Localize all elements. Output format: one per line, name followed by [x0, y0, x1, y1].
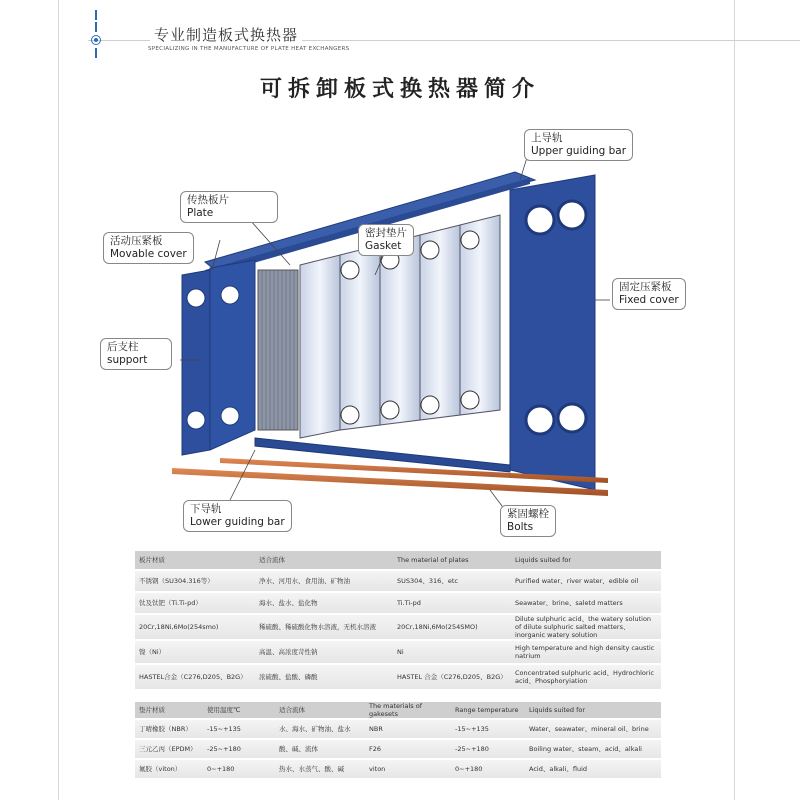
table-cell: Acid、alkali、fluid: [525, 760, 661, 778]
table-cell: 热水、水蒸气、酸、碱: [275, 760, 365, 778]
header-dash-mid: [95, 22, 97, 32]
table-cell: Water、seawater、mineral oil、brine: [525, 720, 661, 738]
table-cell: High temperature and high density caustic natrium: [511, 641, 661, 663]
label-movable-cover-cn: 活动压紧板: [110, 235, 163, 247]
bullet-icon: [91, 35, 101, 45]
table-header: The materials of gakesets: [365, 702, 451, 718]
table-cell: 镍（Ni）: [135, 641, 255, 663]
table-header-row: [135, 702, 661, 718]
label-support-en: support: [107, 354, 148, 366]
table-cell: SUS304、316、etc: [393, 571, 511, 591]
label-upper-guiding-bar-cn: 上导轨: [531, 132, 563, 144]
label-plate-cn: 传热板片: [187, 194, 229, 206]
table-cell: Seawater、brine、saletd matters: [511, 593, 661, 613]
table-cell: 0~+180: [451, 760, 525, 778]
table-cell: 水、海水、矿物油、盐水: [275, 720, 365, 738]
table-cell: 浓硫酸、盐酸、磷酸: [255, 665, 393, 689]
table-row: [135, 760, 661, 778]
table-row: [135, 615, 661, 639]
plate-material-table: [135, 551, 661, 689]
callout-lower-guiding-bar: [183, 500, 292, 532]
label-support-cn: 后支柱: [107, 341, 139, 353]
brand-subtitle: SPECIALIZING IN THE MANUFACTURE OF PLATE HEAT EXCHANGERS: [148, 46, 350, 52]
callout-plate: [180, 191, 278, 223]
table-cell: Boiling water、steam、acid、alkali: [525, 740, 661, 758]
table-row: [135, 641, 661, 663]
table-cell: 高温、高浓度苛性钠: [255, 641, 393, 663]
table-cell: F26: [365, 740, 451, 758]
table-cell: 稀硫酸、稀硫酸化物水溶液，无机水溶液: [255, 615, 393, 639]
callout-fixed-cover: [612, 278, 686, 310]
table-cell: 20Cr,18Ni,6Mo(254smo): [135, 615, 255, 639]
table-cell: Dilute sulphuric acid、the watery solution of dilute sulphuric salted matters、inorganic watery solution: [511, 615, 661, 639]
left-border-line: [58, 0, 59, 800]
table-header: 适合流体: [275, 702, 365, 718]
heat-exchanger-diagram: [90, 120, 720, 540]
table-row: [135, 740, 661, 758]
table-row: [135, 593, 661, 613]
table-cell: -25~+180: [451, 740, 525, 758]
table-cell: 氟胶（viton）: [135, 760, 203, 778]
right-border-line: [734, 0, 735, 800]
table-cell: -15~+135: [203, 720, 275, 738]
label-fixed-cover-cn: 固定压紧板: [619, 281, 672, 293]
table-header: 垫片材质: [135, 702, 203, 718]
table-cell: 钛及钛钯（Ti.Ti-pd）: [135, 593, 255, 613]
table-cell: 三元乙丙（EPDM）: [135, 740, 203, 758]
table-cell: 净水、河用水、食用油、矿物油: [255, 571, 393, 591]
label-fixed-cover-en: Fixed cover: [619, 294, 679, 306]
table-cell: Purified water、river water、edible oil: [511, 571, 661, 591]
header-dash-top: [95, 10, 97, 20]
table-header: 板片材质: [135, 551, 255, 569]
table-cell: -25~+180: [203, 740, 275, 758]
callout-upper-guiding-bar: [524, 129, 633, 161]
table-cell: 丁晴橡胶（NBR）: [135, 720, 203, 738]
table-cell: HASTEL 合金（C276,D205、B2G）: [393, 665, 511, 689]
label-bolts-en: Bolts: [507, 521, 534, 533]
page-header: [88, 10, 800, 60]
label-bolts-cn: 紧固螺栓: [507, 508, 549, 520]
table-row: [135, 571, 661, 591]
table-cell: 不锈钢（SU304.316等）: [135, 571, 255, 591]
table-header-row: [135, 551, 661, 569]
table-header: Liquids suited for: [511, 551, 661, 569]
brand-title: 专业制造板式换热器: [150, 24, 302, 45]
label-gasket-cn: 密封垫片: [365, 227, 407, 239]
table-header: The material of plates: [393, 551, 511, 569]
table-header: 适合流体: [255, 551, 393, 569]
page-title: 可拆卸板式换热器简介: [259, 77, 540, 102]
table-cell: Concentrated sulphuric acid、Hydrochloric acid、Phosphoryiation: [511, 665, 661, 689]
label-plate-en: Plate: [187, 207, 214, 219]
table-cell: Ni: [393, 641, 511, 663]
callout-bolts: [500, 505, 556, 537]
table-cell: viton: [365, 760, 451, 778]
table-cell: 20Cr,18Ni,6Mo(254SMO): [393, 615, 511, 639]
label-gasket-en: Gasket: [365, 240, 402, 252]
table-row: [135, 665, 661, 689]
callout-movable-cover: [103, 232, 194, 264]
table-cell: 0~+180: [203, 760, 275, 778]
table-header: Range temperature: [451, 702, 525, 718]
table-cell: NBR: [365, 720, 451, 738]
table-header: Liquids suited for: [525, 702, 661, 718]
label-lower-guiding-bar-cn: 下导轨: [190, 503, 222, 515]
callout-gasket: [358, 224, 414, 256]
table-cell: 酸、碱、流体: [275, 740, 365, 758]
table-cell: -15~+135: [451, 720, 525, 738]
table-cell: HASTEL合金（C276,D205、B2G）: [135, 665, 255, 689]
gasket-material-table: [135, 702, 661, 778]
table-cell: Ti.Ti-pd: [393, 593, 511, 613]
table-cell: 海水、盐水、盐化物: [255, 593, 393, 613]
label-upper-guiding-bar-en: Upper guiding bar: [531, 145, 627, 157]
callout-support: [100, 338, 172, 370]
table-row: [135, 720, 661, 738]
label-movable-cover-en: Movable cover: [110, 248, 187, 260]
label-lower-guiding-bar-en: Lower guiding bar: [190, 516, 285, 528]
header-dash-bottom: [95, 48, 97, 58]
table-header: 使用温度℃: [203, 702, 275, 718]
